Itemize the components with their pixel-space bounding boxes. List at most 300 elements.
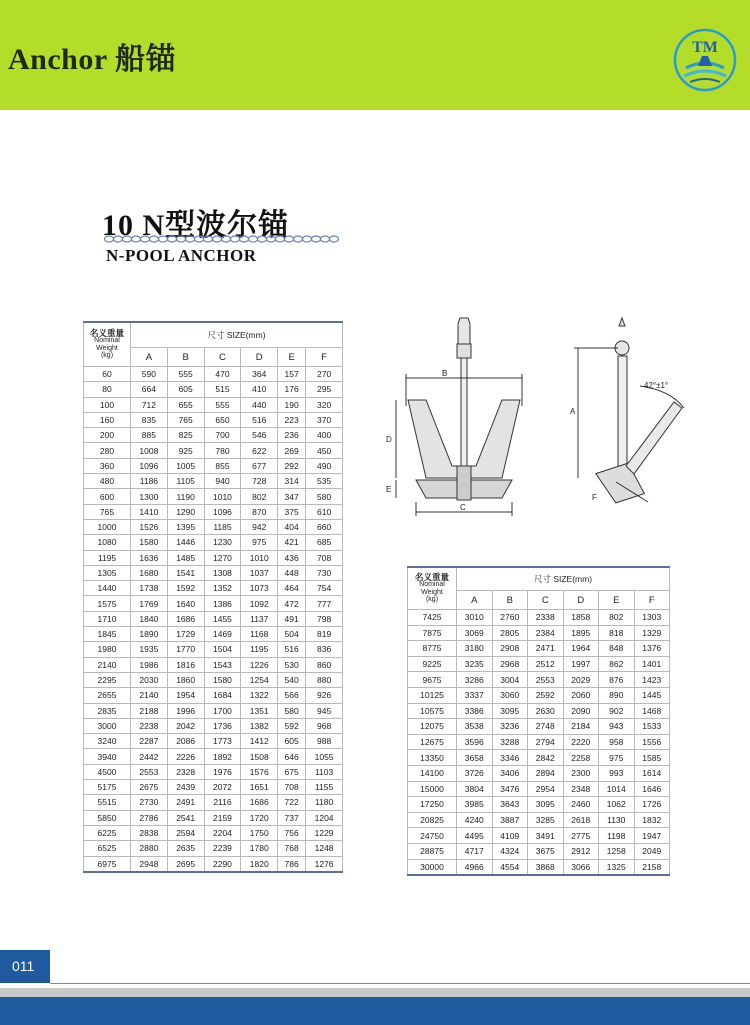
size-cell: 2439 [167, 780, 204, 795]
size-cell: 1062 [599, 797, 635, 813]
size-cell: 765 [167, 412, 204, 427]
table-row [408, 750, 670, 766]
table-row [84, 672, 343, 687]
weight-cell: 360 [84, 458, 131, 473]
size-cell: 1646 [634, 781, 670, 797]
weight-cell: 200 [84, 428, 131, 443]
size-cell: 2226 [167, 749, 204, 764]
size-cell: 3095 [492, 703, 528, 719]
size-cell: 176 [278, 382, 306, 397]
size-header: 尺寸 SIZE(mm) [131, 322, 343, 348]
size-cell: 1270 [204, 550, 241, 565]
weight-header: 名义重量 Nominal Weight (kg) [84, 322, 131, 367]
table-row [408, 610, 670, 626]
size-cell: 975 [599, 750, 635, 766]
size-cell: 580 [278, 703, 306, 718]
weight-cell: 3000 [84, 718, 131, 733]
size-cell: 2159 [204, 810, 241, 825]
size-cell: 3010 [457, 610, 493, 626]
weight-cell: 1980 [84, 642, 131, 657]
size-cell: 802 [241, 489, 278, 504]
table-row [84, 627, 343, 642]
size-cell: 942 [241, 519, 278, 534]
size-cell: 292 [278, 458, 306, 473]
size-cell: 370 [306, 412, 343, 427]
size-cell: 592 [278, 718, 306, 733]
size-cell: 2471 [528, 641, 564, 657]
size-cell: 1858 [563, 610, 599, 626]
size-cell: 2029 [563, 672, 599, 688]
size-cell: 3675 [528, 843, 564, 859]
size-cell: 2775 [563, 828, 599, 844]
table-row [84, 764, 343, 779]
size-cell: 504 [278, 627, 306, 642]
size-cell: 1103 [306, 764, 343, 779]
size-cell: 3288 [492, 734, 528, 750]
weight-cell: 5175 [84, 780, 131, 795]
size-cell: 2086 [167, 734, 204, 749]
weight-cell: 17250 [408, 797, 457, 813]
size-cell: 819 [306, 627, 343, 642]
size-cell: 1180 [306, 795, 343, 810]
size-cell: 1508 [241, 749, 278, 764]
size-cell: 1720 [241, 810, 278, 825]
size-cell: 490 [306, 458, 343, 473]
size-cell: 756 [278, 825, 306, 840]
size-cell: 2049 [634, 843, 670, 859]
weight-cell: 1440 [84, 581, 131, 596]
size-cell: 836 [306, 642, 343, 657]
size-cell: 2460 [563, 797, 599, 813]
size-cell: 1055 [306, 749, 343, 764]
size-cell: 535 [306, 474, 343, 489]
table-row [408, 719, 670, 735]
size-cell: 2838 [131, 825, 168, 840]
size-cell: 3985 [457, 797, 493, 813]
weight-cell: 3240 [84, 734, 131, 749]
table-row [84, 504, 343, 519]
size-cell: 314 [278, 474, 306, 489]
size-cell: 295 [306, 382, 343, 397]
table-row [408, 828, 670, 844]
size-cell: 2442 [131, 749, 168, 764]
size-cell: 1890 [131, 627, 168, 642]
size-cell: 3868 [528, 859, 564, 875]
size-cell: 728 [241, 474, 278, 489]
size-cell: 848 [599, 641, 635, 657]
size-cell: 2968 [492, 656, 528, 672]
size-cell: 236 [278, 428, 306, 443]
size-cell: 1092 [241, 596, 278, 611]
size-cell: 610 [306, 504, 343, 519]
table-row [84, 718, 343, 733]
size-cell: 4966 [457, 859, 493, 875]
size-cell: 890 [599, 687, 635, 703]
size-cell: 1446 [167, 535, 204, 550]
size-cell: 2220 [563, 734, 599, 750]
size-cell: 925 [167, 443, 204, 458]
size-cell: 270 [306, 367, 343, 382]
size-cell: 2954 [528, 781, 564, 797]
size-cell: 1258 [599, 843, 635, 859]
size-cell: 1840 [131, 611, 168, 626]
size-cell: 1254 [241, 672, 278, 687]
size-cell: 1096 [131, 458, 168, 473]
size-cell: 2491 [167, 795, 204, 810]
weight-cell: 100 [84, 397, 131, 412]
size-cell: 4717 [457, 843, 493, 859]
size-cell: 2287 [131, 734, 168, 749]
size-cell: 708 [306, 550, 343, 565]
size-cell: 1382 [241, 718, 278, 733]
size-cell: 1686 [167, 611, 204, 626]
size-cell: 1351 [241, 703, 278, 718]
table-row [84, 749, 343, 764]
size-cell: 798 [306, 611, 343, 626]
weight-cell: 160 [84, 412, 131, 427]
size-cell: 440 [241, 397, 278, 412]
spec-table-2 [407, 566, 670, 876]
size-cell: 2541 [167, 810, 204, 825]
size-cell: 1412 [241, 734, 278, 749]
size-cell: 516 [278, 642, 306, 657]
size-cell: 1686 [241, 795, 278, 810]
page-number-box [0, 950, 50, 983]
size-cell: 1580 [204, 672, 241, 687]
size-cell: 1832 [634, 812, 670, 828]
size-cell: 786 [278, 856, 306, 872]
size-cell: 2188 [131, 703, 168, 718]
size-cell: 1198 [599, 828, 635, 844]
weight-cell: 13350 [408, 750, 457, 766]
size-cell: 320 [306, 397, 343, 412]
table-row [84, 596, 343, 611]
weight-cell: 3940 [84, 749, 131, 764]
size-cell: 664 [131, 382, 168, 397]
col-header: C [204, 348, 241, 367]
size-cell: 3286 [457, 672, 493, 688]
company-logo-icon [672, 24, 738, 96]
size-cell: 1680 [131, 565, 168, 580]
size-cell: 2258 [563, 750, 599, 766]
size-cell: 2553 [131, 764, 168, 779]
weight-cell: 7425 [408, 610, 457, 626]
size-cell: 1773 [204, 734, 241, 749]
size-cell: 700 [204, 428, 241, 443]
size-cell: 975 [241, 535, 278, 550]
size-cell: 2730 [131, 795, 168, 810]
size-cell: 1770 [167, 642, 204, 657]
size-cell: 2042 [167, 718, 204, 733]
table-row [408, 734, 670, 750]
weight-cell: 6225 [84, 825, 131, 840]
size-cell: 1186 [131, 474, 168, 489]
size-cell: 515 [204, 382, 241, 397]
size-cell: 1469 [204, 627, 241, 642]
size-cell: 400 [306, 428, 343, 443]
size-cell: 1226 [241, 657, 278, 672]
size-cell: 4495 [457, 828, 493, 844]
size-cell: 2384 [528, 625, 564, 641]
size-cell: 1729 [167, 627, 204, 642]
table-row [408, 859, 670, 875]
size-cell: 516 [241, 412, 278, 427]
size-cell: 2675 [131, 780, 168, 795]
table-row [84, 550, 343, 565]
size-cell: 448 [278, 565, 306, 580]
weight-cell: 60 [84, 367, 131, 382]
size-cell: 3596 [457, 734, 493, 750]
size-cell: 818 [599, 625, 635, 641]
anchor-diagram [378, 316, 708, 528]
size-cell: 1073 [241, 581, 278, 596]
size-cell: 685 [306, 535, 343, 550]
size-cell: 1526 [131, 519, 168, 534]
size-cell: 880 [306, 672, 343, 687]
weight-cell: 12675 [408, 734, 457, 750]
table-row [84, 367, 343, 382]
weight-cell: 12075 [408, 719, 457, 735]
table-row [84, 780, 343, 795]
table-row [84, 489, 343, 504]
col-header: A [131, 348, 168, 367]
table-row [84, 856, 343, 872]
size-cell: 1750 [241, 825, 278, 840]
dim-f-label: F [592, 493, 597, 502]
size-cell: 1322 [241, 688, 278, 703]
dim-angle-label: 42°±1° [644, 381, 669, 390]
table-row [84, 397, 343, 412]
dim-d-label: D [386, 435, 392, 444]
table-row [84, 519, 343, 534]
size-cell: 2300 [563, 765, 599, 781]
size-cell: 2912 [563, 843, 599, 859]
size-cell: 2592 [528, 687, 564, 703]
size-cell: 470 [204, 367, 241, 382]
size-cell: 1976 [204, 764, 241, 779]
size-cell: 410 [241, 382, 278, 397]
size-cell: 3406 [492, 765, 528, 781]
size-cell: 1229 [306, 825, 343, 840]
table-row [84, 458, 343, 473]
weight-cell: 765 [84, 504, 131, 519]
size-cell: 2239 [204, 841, 241, 856]
size-cell: 605 [278, 734, 306, 749]
col-header: D [241, 348, 278, 367]
table-row [408, 781, 670, 797]
col-header: F [634, 591, 670, 610]
size-cell: 3235 [457, 656, 493, 672]
size-cell: 2116 [204, 795, 241, 810]
table-row [84, 642, 343, 657]
table-row [84, 703, 343, 718]
size-cell: 3069 [457, 625, 493, 641]
size-cell: 1445 [634, 687, 670, 703]
table-row [84, 382, 343, 397]
weight-cell: 9675 [408, 672, 457, 688]
size-cell: 1376 [634, 641, 670, 657]
table-row [84, 443, 343, 458]
size-cell: 1276 [306, 856, 343, 872]
size-cell: 1769 [131, 596, 168, 611]
weight-cell: 2655 [84, 688, 131, 703]
size-cell: 3658 [457, 750, 493, 766]
weight-cell: 1710 [84, 611, 131, 626]
col-header: B [167, 348, 204, 367]
size-cell: 1010 [204, 489, 241, 504]
size-cell: 555 [167, 367, 204, 382]
size-cell: 988 [306, 734, 343, 749]
size-cell: 3491 [528, 828, 564, 844]
size-cell: 2630 [528, 703, 564, 719]
weight-cell: 5850 [84, 810, 131, 825]
weight-cell: 30000 [408, 859, 457, 875]
size-cell: 2594 [167, 825, 204, 840]
footer-bar [0, 997, 750, 1025]
size-cell: 737 [278, 810, 306, 825]
size-cell: 2894 [528, 765, 564, 781]
size-cell: 404 [278, 519, 306, 534]
size-cell: 1352 [204, 581, 241, 596]
size-cell: 223 [278, 412, 306, 427]
weight-cell: 10575 [408, 703, 457, 719]
size-cell: 835 [131, 412, 168, 427]
size-cell: 1005 [167, 458, 204, 473]
page-number: 011 [12, 958, 35, 974]
size-cell: 712 [131, 397, 168, 412]
size-cell: 3236 [492, 719, 528, 735]
size-cell: 1585 [634, 750, 670, 766]
size-cell: 491 [278, 611, 306, 626]
size-cell: 993 [599, 765, 635, 781]
table-row [84, 535, 343, 550]
size-cell: 2880 [131, 841, 168, 856]
size-cell: 862 [599, 656, 635, 672]
size-cell: 2805 [492, 625, 528, 641]
size-cell: 677 [241, 458, 278, 473]
size-cell: 855 [204, 458, 241, 473]
size-cell: 968 [306, 718, 343, 733]
weight-cell: 5515 [84, 795, 131, 810]
size-cell: 1651 [241, 780, 278, 795]
weight-cell: 6525 [84, 841, 131, 856]
size-cell: 802 [599, 610, 635, 626]
table-row [408, 797, 670, 813]
size-cell: 622 [241, 443, 278, 458]
size-cell: 1684 [204, 688, 241, 703]
size-cell: 1543 [204, 657, 241, 672]
size-cell: 945 [306, 703, 343, 718]
size-cell: 2072 [204, 780, 241, 795]
size-cell: 3095 [528, 797, 564, 813]
size-cell: 780 [204, 443, 241, 458]
size-cell: 1592 [167, 581, 204, 596]
size-cell: 540 [278, 672, 306, 687]
size-cell: 885 [131, 428, 168, 443]
size-cell: 605 [167, 382, 204, 397]
size-cell: 2140 [131, 688, 168, 703]
size-cell: 3643 [492, 797, 528, 813]
size-cell: 2618 [563, 812, 599, 828]
size-cell: 1935 [131, 642, 168, 657]
size-cell: 943 [599, 719, 635, 735]
weight-cell: 6975 [84, 856, 131, 872]
size-cell: 375 [278, 504, 306, 519]
weight-header: 名义重量 Nominal Weight (kg) [408, 567, 457, 610]
size-cell: 1155 [306, 780, 343, 795]
weight-cell: 14100 [408, 765, 457, 781]
table-row [84, 474, 343, 489]
size-cell: 530 [278, 657, 306, 672]
size-cell: 1738 [131, 581, 168, 596]
size-cell: 1700 [204, 703, 241, 718]
size-cell: 472 [278, 596, 306, 611]
size-cell: 1395 [167, 519, 204, 534]
size-cell: 364 [241, 367, 278, 382]
size-cell: 926 [306, 688, 343, 703]
size-cell: 860 [306, 657, 343, 672]
size-cell: 1190 [167, 489, 204, 504]
size-cell: 708 [278, 780, 306, 795]
size-cell: 1303 [634, 610, 670, 626]
dim-b-label: B [442, 369, 448, 378]
table-row [84, 657, 343, 672]
size-cell: 1997 [563, 656, 599, 672]
size-cell: 3346 [492, 750, 528, 766]
size-cell: 2553 [528, 672, 564, 688]
weight-cell: 1575 [84, 596, 131, 611]
size-cell: 825 [167, 428, 204, 443]
size-cell: 1964 [563, 641, 599, 657]
size-cell: 2184 [563, 719, 599, 735]
size-cell: 1137 [241, 611, 278, 626]
size-cell: 464 [278, 581, 306, 596]
table-row [408, 641, 670, 657]
size-cell: 1195 [241, 642, 278, 657]
weight-cell: 9225 [408, 656, 457, 672]
size-cell: 768 [278, 841, 306, 856]
size-cell: 2512 [528, 656, 564, 672]
size-cell: 436 [278, 550, 306, 565]
size-cell: 1096 [204, 504, 241, 519]
size-cell: 1014 [599, 781, 635, 797]
weight-cell: 280 [84, 443, 131, 458]
table-row [408, 656, 670, 672]
table-row [84, 825, 343, 840]
weight-cell: 480 [84, 474, 131, 489]
size-cell: 2908 [492, 641, 528, 657]
section-subtitle: N-POOL ANCHOR [106, 246, 257, 265]
size-cell: 3180 [457, 641, 493, 657]
size-cell: 1325 [599, 859, 635, 875]
size-cell: 2794 [528, 734, 564, 750]
size-cell: 1300 [131, 489, 168, 504]
size-cell: 2948 [131, 856, 168, 872]
size-cell: 1130 [599, 812, 635, 828]
size-cell: 1290 [167, 504, 204, 519]
size-cell: 675 [278, 764, 306, 779]
size-cell: 1008 [131, 443, 168, 458]
table-row [84, 841, 343, 856]
size-cell: 3066 [563, 859, 599, 875]
table-row [84, 412, 343, 427]
size-cell: 347 [278, 489, 306, 504]
table-row [408, 843, 670, 859]
size-cell: 157 [278, 367, 306, 382]
size-cell: 269 [278, 443, 306, 458]
size-cell: 1248 [306, 841, 343, 856]
weight-cell: 15000 [408, 781, 457, 797]
